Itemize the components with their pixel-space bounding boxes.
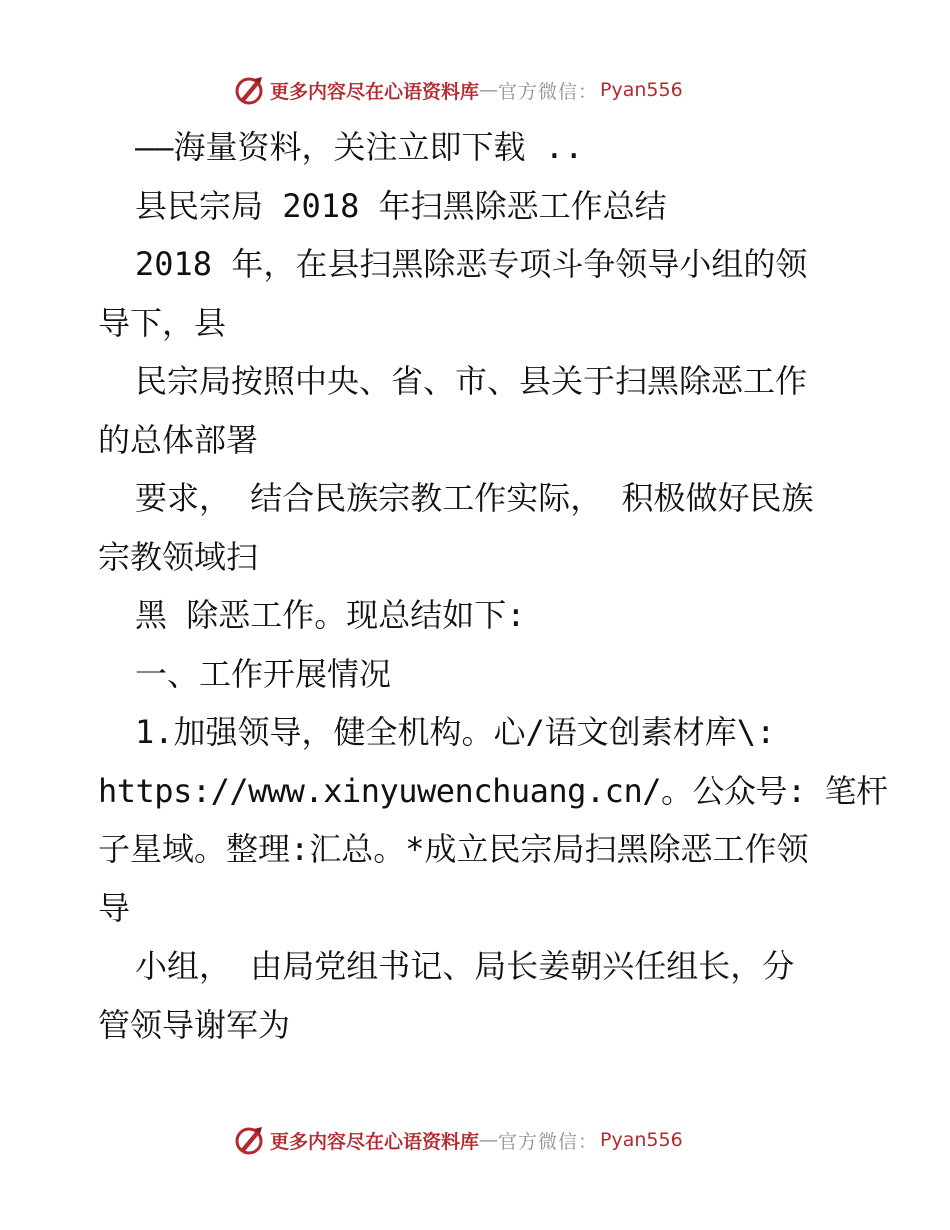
- quill-seal-icon: [232, 73, 266, 107]
- document-body: [98, 118, 888, 1054]
- paragraph-line: 1.加强领导，健全机构。心/语文创素材库\:: [135, 713, 776, 751]
- section-heading: 一、工作开展情况: [135, 654, 392, 693]
- footer-banner: [232, 1122, 712, 1158]
- paragraph-line: 黑 除恶工作。现总结如下:: [135, 596, 526, 634]
- banner-dash: —: [479, 1129, 499, 1151]
- paragraph-line: 小组， 由局党组书记、局长姜朝兴任组长，分: [135, 947, 795, 985]
- paragraph-line: 要求， 结合民族宗教工作实际， 积极做好民族: [135, 479, 814, 517]
- paragraph-line: 民宗局按照中央、省、市、县关于扫黑除恶工作: [135, 362, 808, 400]
- banner-wechat-label: 官方微信：: [498, 80, 599, 103]
- quill-seal-icon: [232, 1123, 266, 1157]
- paragraph-line: 导: [98, 888, 131, 927]
- document-title: 县民宗局 2018 年扫黑除恶工作总结: [135, 186, 667, 225]
- paragraph-line: 导下，县: [98, 303, 227, 342]
- banner-wechat-id: Pyan556: [600, 79, 683, 101]
- paragraph-line: 子星域。整理:汇总。*成立民宗局扫黑除恶工作领: [98, 830, 809, 868]
- banner-text: 更多内容尽在心语资料库: [270, 80, 480, 103]
- intro-line: ——海量资料，关注立即下载 ..: [135, 128, 584, 166]
- paragraph-line: 2018 年，在县扫黑除恶专项斗争领导小组的领: [135, 245, 808, 283]
- banner-text: 更多内容尽在心语资料库: [270, 1130, 480, 1153]
- paragraph-line: 宗教领域扫: [98, 537, 259, 576]
- header-banner: [232, 72, 712, 108]
- banner-dash: —: [479, 79, 499, 101]
- paragraph-line: 的总体部署: [98, 420, 259, 459]
- banner-wechat-label: 官方微信：: [498, 1130, 599, 1153]
- paragraph-line: 管领导谢军为: [98, 1005, 291, 1044]
- banner-wechat-id: Pyan556: [600, 1129, 683, 1151]
- paragraph-line: https://www.xinyuwenchuang.cn/。公众号: 笔杆: [98, 771, 888, 810]
